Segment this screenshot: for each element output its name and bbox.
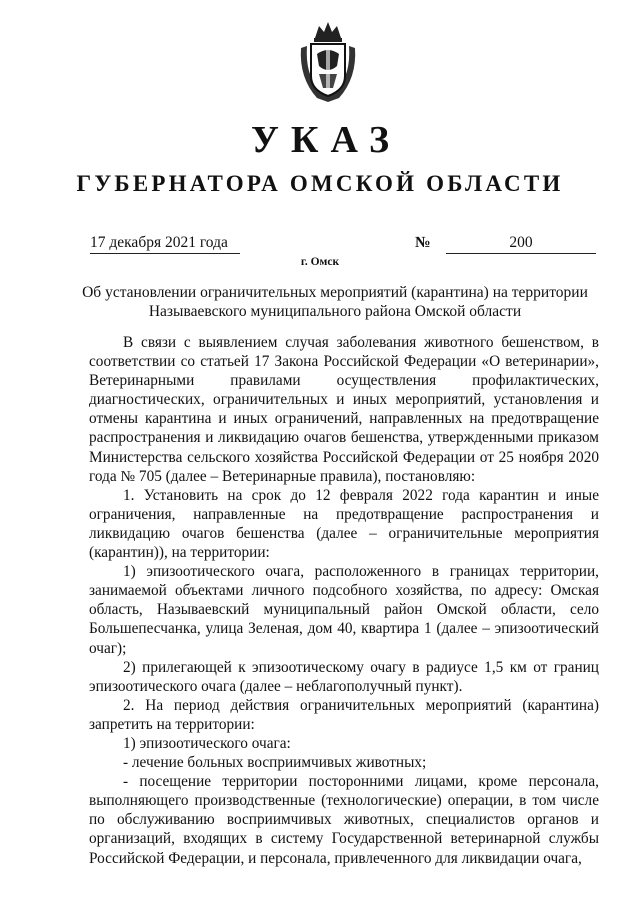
decree-issuer: ГУБЕРНАТОРА ОМСКОЙ ОБЛАСТИ [76,171,564,196]
clause-1-2: 2) прилегающей к эпизоотическому очагу в радиусе 1,5 км от границ эпизоотического очага (далее – неблагополучный пункт). [89,658,599,695]
decree-title: УКАЗ [251,119,401,161]
decree-city: г. Омск [300,256,340,268]
decree-meta [90,233,610,255]
document-title: Об установлении ограничительных мероприятий (карантина) на территории Называевского муниципального района Омской области [82,284,588,320]
clause-1: 1. Установить на срок до 12 февраля 2022 года карантин и иные ограничения, направленные на предотвращение распространения и ликвидацию очагов бешенства (далее – ограничительные мероприятия (карантин)), на территории: [89,486,599,562]
decree-number: 200 [446,233,596,254]
clause-2-1: 1) эпизоотического очага: [123,734,291,752]
decree-date: 17 декабря 2021 года [90,233,240,254]
number-sign: № [415,234,431,251]
document-body [89,333,599,868]
clause-1-1: 1) эпизоотического очага, расположенного в границах территории, занимаемой объектами личного подсобного хозяйства, по адресу: Омская область, Называевский муниципальный район Омской области, село Большепесчанка, улица Зеленая, дом 40, квартира 1 (далее – эпизоотический очаг); [89,563,599,657]
coat-of-arms-emblem [297,18,359,104]
clause-2-1-item-1: - лечение больных восприимчивых животных; [123,754,427,772]
clause-2-1-item-2: - посещение территории посторонними лицами, кроме персонала, выполняющего производственные (технологические) операции, в том числе по обслуживанию восприимчивых животных, специалистов органов и организаций, входящих в систему Государственной ветеринарной службы Российской Федерации, и персонала, привлеченного для ликвидации очага, [89,773,599,867]
clause-2: 2. На период действия ограничительных мероприятий (карантина) запретить на территории: [89,696,599,733]
preamble-paragraph: В связи с выявлением случая заболевания животного бешенством, в соответствии со статьей 17 Закона Российской Федерации «О ветеринарии», Ветеринарными правилами осуществления профилактических, диагностических, ограничительных и иных мероприятий, установления и отмены карантина и иных ограничений, направленных на предотвращение распространения и ликвидацию очагов бешенства, утвержденными приказом Министерства сельского хозяйства Российской Федерации от 25 ноября 2020 года № 705 (далее – Ветеринарные правила), постановляю: [89,334,599,485]
